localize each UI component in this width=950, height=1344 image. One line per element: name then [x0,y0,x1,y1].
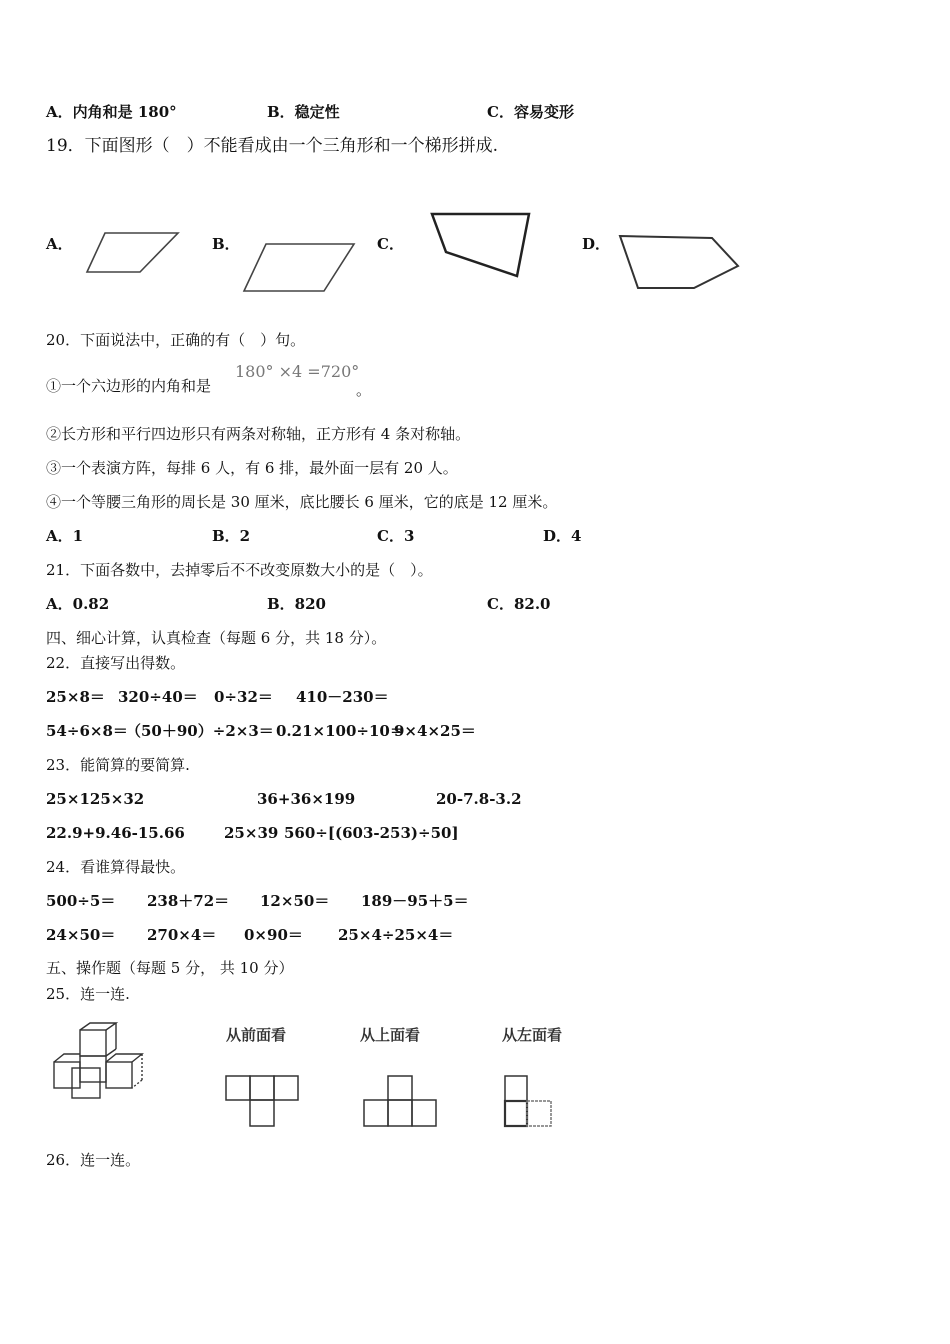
q18-option-a: A．内角和是 180° [46,103,177,121]
q19-figure-c [424,206,544,284]
q19-label-c: C． [377,235,404,253]
section-4-heading: 四、细心计算，认真检查（每题 6 分，共 18 分）。 [46,629,387,647]
q23-item: 25×125×32 [46,790,145,808]
q25-view-front [222,1020,304,1132]
q25-view-top-label: 从上面看 [360,1026,421,1044]
q23-item: 25×39 [224,824,279,842]
q19-label-b: B． [212,235,240,253]
q24-item: 500÷5＝ [46,892,116,910]
q24-stem: 24．看谁算得最快。 [46,858,186,876]
q20-option-d: D．4 [543,527,582,545]
q18-option-c: C．容易变形 [487,103,574,121]
q24-item: 270×4＝ [147,926,217,944]
q23-item: 36+36×199 [257,790,356,808]
q24-item: 25×4÷25×4＝ [338,926,454,944]
q20-statement-2: ②长方形和平行四边形只有两条对称轴，正方形有 4 条对称轴。 [46,425,471,443]
q23-item: 22.9+9.46-15.66 [46,824,185,842]
q20-option-a: A．1 [46,527,84,545]
q20-stem: 20．下面说法中，正确的有（ ）句。 [46,331,306,349]
q22-item: 0÷32＝ [214,688,273,706]
q20-statement-4: ④一个等腰三角形的周长是 30 厘米，底比腰长 6 厘米，它的底是 12 厘米。 [46,493,558,511]
q21-option-c: C．82.0 [487,595,551,613]
q20-option-b: B．2 [212,527,251,545]
q22-stem: 22．直接写出得数。 [46,654,186,672]
q20-s1-prefix: ①一个六边形的内角和是 [46,377,212,395]
q22-item: 9×4×25＝ [394,722,476,740]
q24-item: 189－95＋5＝ [361,892,469,910]
q21-option-b: B．820 [267,595,326,613]
q22-item: 410－230＝ [296,688,389,706]
q21-stem: 21．下面各数中，去掉零后不不改变原数大小的是（ ）。 [46,561,433,579]
q25-view-left-label: 从左面看 [502,1026,563,1044]
q26-stem: 26．连一连。 [46,1151,141,1169]
q22-item: 25×8＝ [46,688,105,706]
q20-s1-formula: 180° ×4 =720° [235,362,360,381]
q25-view-top [360,1020,442,1132]
q23-item: 20-7.8-3.2 [436,790,522,808]
q25-view-front-label: 从前面看 [226,1026,287,1044]
q20-statement-3: ③一个表演方阵，每排 6 人，有 6 排，最外面一层有 20 人。 [46,459,458,477]
q19-figure-b [238,238,363,298]
section-5-heading: 五、操作题（每题 5 分， 共 10 分） [46,959,294,977]
q19-figure-d [612,228,747,296]
q25-cube-stack [46,1018,156,1104]
q19-label-a: A． [46,235,73,253]
q25-view-left [500,1020,582,1132]
q24-item: 0×90＝ [244,926,303,944]
q18-option-b: B．稳定性 [267,103,340,121]
q23-stem: 23．能简算的要简算. [46,756,190,774]
q24-item: 238＋72＝ [147,892,230,910]
q19-label-d: D． [582,235,611,253]
q24-item: 24×50＝ [46,926,116,944]
q20-s1-suffix: 。 [356,381,372,399]
q24-item: 12×50＝ [260,892,330,910]
q23-item: 560÷[(603-253)÷50] [284,824,459,842]
q21-option-a: A．0.82 [46,595,110,613]
q22-item: （50＋90）÷2×3＝ [126,722,274,740]
q20-option-c: C．3 [377,527,415,545]
q19-figure-a [80,226,185,280]
q22-item: 54÷6×8＝ [46,722,128,740]
q19-stem: 19．下面图形（ ）不能看成由一个三角形和一个梯形拼成. [46,136,499,156]
q22-item: 0.21×100÷10＝ [276,722,405,740]
q25-stem: 25．连一连. [46,985,130,1003]
q20-statement-1 [46,376,211,396]
q22-item: 320÷40＝ [118,688,198,706]
